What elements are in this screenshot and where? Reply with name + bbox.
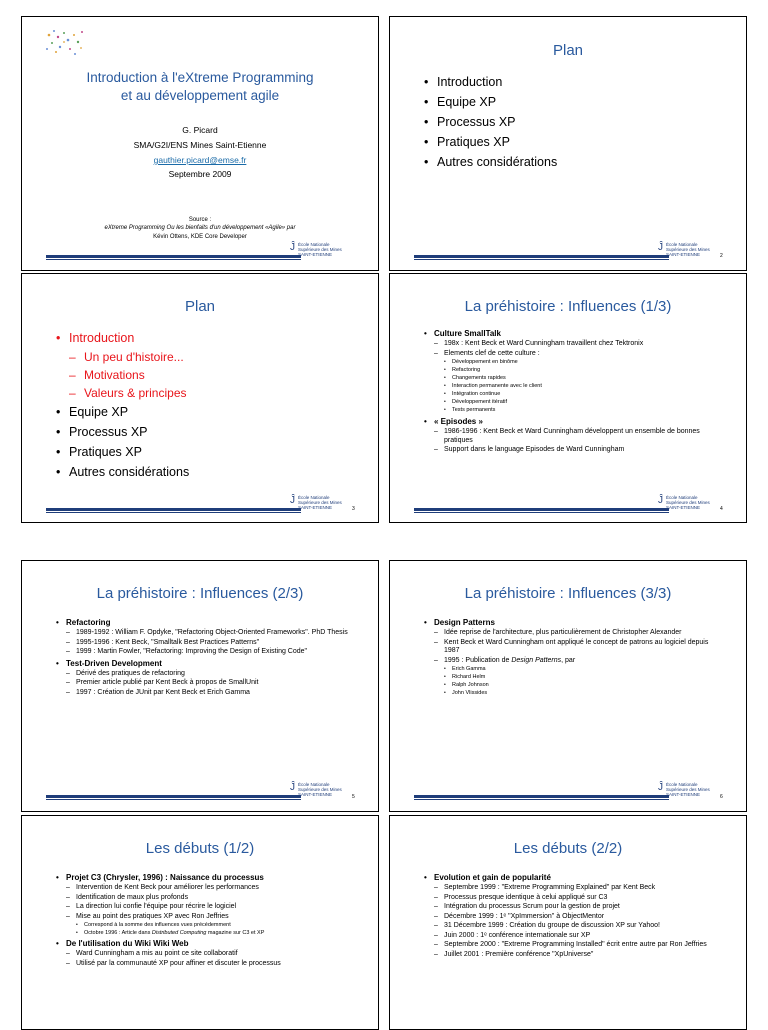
decorative-logo-icon — [44, 27, 86, 57]
logo-line2: Supérieure des Mines — [298, 787, 342, 792]
sub-list — [66, 629, 356, 657]
sub-sub-item: • Interaction permanente avec le client — [444, 382, 724, 390]
logo-line3: SAINT-ETIENNE — [298, 792, 333, 797]
sub-sub-item: • Refactoring — [444, 366, 724, 374]
sub-sub-item: • Richard Helm — [444, 673, 724, 681]
sub-item: – Dérivé des pratiques de refactoring — [66, 670, 356, 679]
list-item-label: Culture SmallTalk — [434, 329, 501, 338]
sub-list — [434, 629, 724, 697]
slide-3 — [21, 273, 379, 523]
page-number: 5 — [352, 794, 355, 800]
slide-2 — [389, 16, 747, 271]
sub-sub-item-emphasis: Distributed Computing — [151, 930, 207, 936]
logo-line2: Supérieure des Mines — [298, 500, 342, 505]
list-item-label: De l'utilisation du Wiki Wiki Web — [66, 939, 189, 948]
sub-item: – Juillet 2001 : Première conférence "XpUniverse" — [434, 951, 724, 960]
list-item — [424, 618, 724, 697]
sub-list — [434, 884, 724, 959]
email-link[interactable]: gauthier.picard@emse.fr — [153, 155, 247, 165]
sub-sub-item: • Intégration continue — [444, 390, 724, 398]
sub-list — [66, 884, 356, 937]
footer-rule — [46, 508, 301, 511]
list-item: • Processus XP — [424, 112, 557, 132]
list-item-label: Design Patterns — [434, 618, 495, 627]
slide-title: Plan — [552, 42, 584, 59]
logo-mark-icon: Ĵ — [290, 495, 295, 506]
logo-mark-icon: Ĵ — [290, 782, 295, 793]
slide-title: Les débuts (1/2) — [145, 840, 255, 857]
list-item-label: Evolution et gain de popularité — [434, 873, 551, 882]
logo-line3: SAINT-ETIENNE — [666, 252, 701, 257]
sub-list — [66, 670, 356, 698]
sub-item: – Idée reprise de l'architecture, plus particulièrement de Christopher Alexander — [434, 629, 724, 638]
list-item: • Autres considérations — [424, 152, 557, 172]
logo-line2: Supérieure des Mines — [666, 500, 710, 505]
list-item — [56, 328, 189, 402]
logo-line3: SAINT-ETIENNE — [298, 505, 333, 510]
page-number: 4 — [720, 506, 723, 512]
sub-item: – Un peu d'histoire... — [69, 348, 189, 366]
sub-item: – 31 Décembre 1999 : Création du groupe de discussion XP sur Yahoo! — [434, 922, 724, 931]
sub-sub-list — [76, 921, 356, 937]
sub-item: – Juin 2000 : 1ᵉ conférence internationale sur XP — [434, 932, 724, 941]
sub-item — [434, 657, 724, 698]
slide-5 — [21, 560, 379, 812]
slide-8 — [389, 815, 747, 1030]
page-number: 3 — [352, 506, 355, 512]
sub-item-suffix: , par — [561, 656, 576, 664]
date: Septembre 2009 — [168, 169, 232, 179]
list-item — [424, 417, 724, 455]
source-text: eXtreme Programming Ou les bienfaits d'un développement «Agile» par — [104, 225, 296, 231]
sub-item: – Ward Cunningham a mis au point ce site collaboratif — [66, 950, 356, 959]
sub-item: – 1989-1992 : William F. Opdyke, "Refactoring Object-Oriented Frameworks". PhD Thesis — [66, 629, 356, 638]
list-item: • Equipe XP — [424, 92, 557, 112]
email-container — [22, 155, 378, 165]
sub-item: – Motivations — [69, 366, 189, 384]
content-list — [56, 873, 356, 969]
list-item — [56, 873, 356, 937]
footer-rule — [414, 255, 669, 258]
sub-sub-list — [444, 358, 724, 414]
sub-item: – 1997 : Création de JUnit par Kent Beck et Erich Gamma — [66, 689, 356, 698]
sub-item: – Septembre 1999 : "Extreme Programming Explained" par Kent Beck — [434, 884, 724, 893]
slide-title: Introduction à l'eXtreme Programming et au développement agile — [86, 70, 314, 103]
sub-list — [69, 348, 189, 402]
sub-sub-item: • Erich Gamma — [444, 665, 724, 673]
sub-item: – 1986-1996 : Kent Beck et Ward Cunningham développent un ensemble de bonnes pratiques — [434, 428, 724, 445]
sub-item: – 198x : Kent Beck et Ward Cunningham travaillent chez Tektronix — [434, 340, 724, 349]
sub-item: – Décembre 1999 : 1ᵉ "XpImmersion" à ObjectMentor — [434, 913, 724, 922]
source-label: Source : — [188, 217, 212, 223]
logo-mark-icon: Ĵ — [658, 242, 663, 253]
sub-item: – Valeurs & principes — [69, 384, 189, 402]
logo-line1: École Nationale — [298, 782, 330, 787]
logo-line1: École Nationale — [666, 495, 698, 500]
slide-title: La préhistoire : Influences (2/3) — [96, 585, 304, 602]
list-item: • Processus XP — [56, 422, 189, 442]
list-item — [56, 618, 356, 657]
sub-item: – Processus presque identique à celui appliqué sur C3 — [434, 894, 724, 903]
logo-line1: École Nationale — [298, 495, 330, 500]
content-list — [424, 618, 724, 698]
logo-line2: Supérieure des Mines — [298, 247, 342, 252]
sub-item-emphasis: Design Patterns — [511, 656, 562, 664]
sub-sub-item: • Correspond à la somme des influences vues précédemment — [76, 921, 356, 929]
logo-mark-icon: Ĵ — [290, 242, 295, 253]
footer-rule — [46, 255, 301, 258]
list-item: • Equipe XP — [56, 402, 189, 422]
list-item: • Introduction — [424, 72, 557, 92]
sub-sub-item: • John Vlissides — [444, 689, 724, 697]
sub-list — [434, 340, 724, 414]
list-item — [424, 329, 724, 414]
logo-line2: Supérieure des Mines — [666, 247, 710, 252]
logo-line1: École Nationale — [666, 782, 698, 787]
list-item-label: Refactoring — [66, 618, 111, 627]
sub-item: – Identification de maux plus profonds — [66, 894, 356, 903]
page-number: 2 — [720, 253, 723, 259]
sub-sub-item: • Développement en binôme — [444, 358, 724, 366]
sub-item-label: Elements clef de cette culture : — [444, 349, 540, 357]
author: G. Picard — [182, 125, 218, 135]
plan-list — [56, 328, 189, 482]
source-author: Kévin Ottens, KDE Core Developer — [153, 234, 247, 240]
logo-line3: SAINT-ETIENNE — [666, 505, 701, 510]
logo-line1: École Nationale — [298, 242, 330, 247]
sub-item: – La direction lui confie l'équipe pour récrire le logiciel — [66, 903, 356, 912]
slide-title: Les débuts (2/2) — [513, 840, 623, 857]
footer-rule — [46, 795, 301, 798]
list-item: • Pratiques XP — [424, 132, 557, 152]
sub-sub-item-suffix: magazine sur C3 et XP — [206, 930, 265, 936]
logo-line2: Supérieure des Mines — [666, 787, 710, 792]
sub-item — [66, 913, 356, 938]
slide-4 — [389, 273, 747, 523]
list-item — [424, 873, 724, 959]
footer-rule — [414, 508, 669, 511]
sub-sub-item: • Changements rapides — [444, 374, 724, 382]
sub-sub-item-prefix: Octobre 1996 : Article dans — [84, 930, 152, 936]
slide-6 — [389, 560, 747, 812]
slide-title: La préhistoire : Influences (1/3) — [464, 298, 672, 315]
list-item — [56, 939, 356, 968]
sub-item-label: Mise au point des pratiques XP avec Ron Jeffries — [76, 912, 229, 920]
content-list — [424, 873, 724, 960]
slide-7 — [21, 815, 379, 1030]
sub-list — [66, 950, 356, 968]
logo-mark-icon: Ĵ — [658, 495, 663, 506]
list-item-label: Test-Driven Development — [66, 658, 162, 668]
logo-mark-icon: Ĵ — [658, 782, 663, 793]
sub-item: – Septembre 2000 : "Extreme Programming Installed" écrit entre autre par Ron Jeffries — [434, 941, 724, 950]
sub-item: – Intégration du processus Scrum pour la gestion de projet — [434, 903, 724, 912]
affiliation: SMA/G2I/ENS Mines Saint-Etienne — [133, 140, 267, 150]
page-number: 6 — [720, 794, 723, 800]
footer-rule — [414, 795, 669, 798]
sub-sub-list — [444, 665, 724, 697]
list-item-label: Projet C3 (Chrysler, 1996) : Naissance du processus — [66, 873, 264, 882]
sub-item: – Kent Beck et Ward Cunningham ont appliqué le concept de patrons au logiciel depuis 1987 — [434, 639, 724, 656]
sub-list — [434, 428, 724, 455]
sub-sub-item — [76, 929, 356, 937]
sub-item: – Intervention de Kent Beck pour améliorer les performances — [66, 884, 356, 893]
list-item: • Autres considérations — [56, 462, 189, 482]
sub-item: – Utilisé par la communauté XP pour affiner et discuter le processus — [66, 960, 356, 969]
sub-item: – 1995-1996 : Kent Beck, "Smalltalk Best Practices Patterns" — [66, 639, 356, 648]
sub-item — [434, 350, 724, 415]
logo-line3: SAINT-ETIENNE — [666, 792, 701, 797]
sub-sub-item: • Développement itératif — [444, 398, 724, 406]
sub-item-prefix: 1995 : Publication de — [444, 656, 512, 664]
sub-sub-item: • Ralph Johnson — [444, 681, 724, 689]
sub-item: – 1999 : Martin Fowler, "Refactoring: Improving the Design of Existing Code" — [66, 648, 356, 657]
content-list — [56, 618, 356, 698]
logo-line1: École Nationale — [666, 242, 698, 247]
slide-title: Plan — [184, 298, 216, 315]
sub-sub-item: • Tests permanents — [444, 406, 724, 414]
plan-list — [424, 72, 557, 172]
list-item — [56, 659, 356, 698]
slide-1 — [21, 16, 379, 271]
list-item-label: « Episodes » — [434, 417, 483, 426]
logo-line3: SAINT-ETIENNE — [298, 252, 333, 257]
sub-item: – Support dans le language Episodes de Ward Cunningham — [434, 446, 724, 455]
sub-item: – Premier article publié par Kent Beck à propos de SmallUnit — [66, 679, 356, 688]
list-item: • Pratiques XP — [56, 442, 189, 462]
slide-title: La préhistoire : Influences (3/3) — [464, 585, 672, 602]
list-item-label: Introduction — [69, 331, 135, 345]
content-list — [424, 329, 724, 456]
